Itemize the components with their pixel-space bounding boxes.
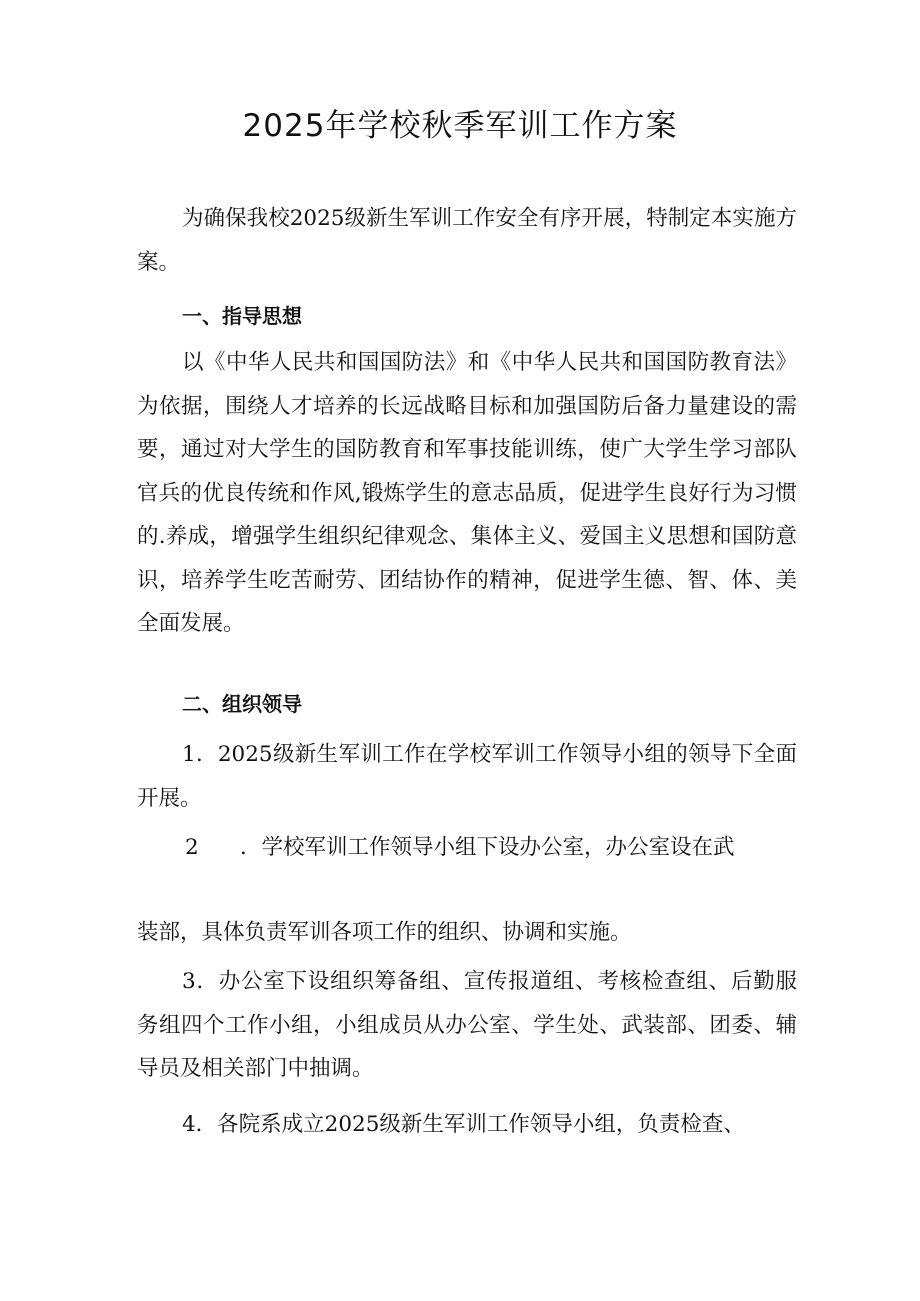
section2-item3: 3．办公室下设组织筹备组、宣传报道组、考核检查组、后勤服务组四个工作小组，小组成员从办公室、学生处、武装部、团委、辅导员及相关部门中抽调。 [137, 969, 797, 1081]
section2-item1: 1．2025级新生军训工作在学校军训工作领导小组的领导下全面开展。 [137, 742, 797, 811]
section2-heading: 二、组织领导 [182, 692, 302, 716]
section2-item2-continuation: 装部，具体负责军训各项工作的组织、协调和实施。 [137, 920, 632, 945]
intro-paragraph: 为确保我校2025级新生军训工作安全有序开展，特制定本实施方案。 [137, 206, 797, 275]
section2-item4: 4．各院系成立2025级新生军训工作领导小组，负责检查、 [182, 1112, 745, 1137]
document-title: 2025年学校秋季军训工作方案 [242, 108, 678, 144]
section2-item2-number: 2 [185, 835, 199, 860]
section1-paragraph: 以《中华人民共和国国防法》和《中华人民共和国国防教育法》为依据，围绕人才培养的长远战略目标和加强国防后备力量建设的需要，通过对大学生的国防教育和军事技能训练，使广大学生学习部队官兵的优良传统和作风,锻炼学生的意志品质，促进学生良好行为习惯的.养成，增强学生组织纪律观念、集体主义、爱国主义思想和国防意识，培养学生吃苦耐劳、团结协作的精神，促进学生德、智、体、美全面发展。 [137, 350, 797, 636]
section1-heading: 一、指导思想 [182, 304, 302, 328]
section2-item2-text: ．学校军训工作领导小组下设办公室，办公室设在武 [240, 835, 735, 860]
